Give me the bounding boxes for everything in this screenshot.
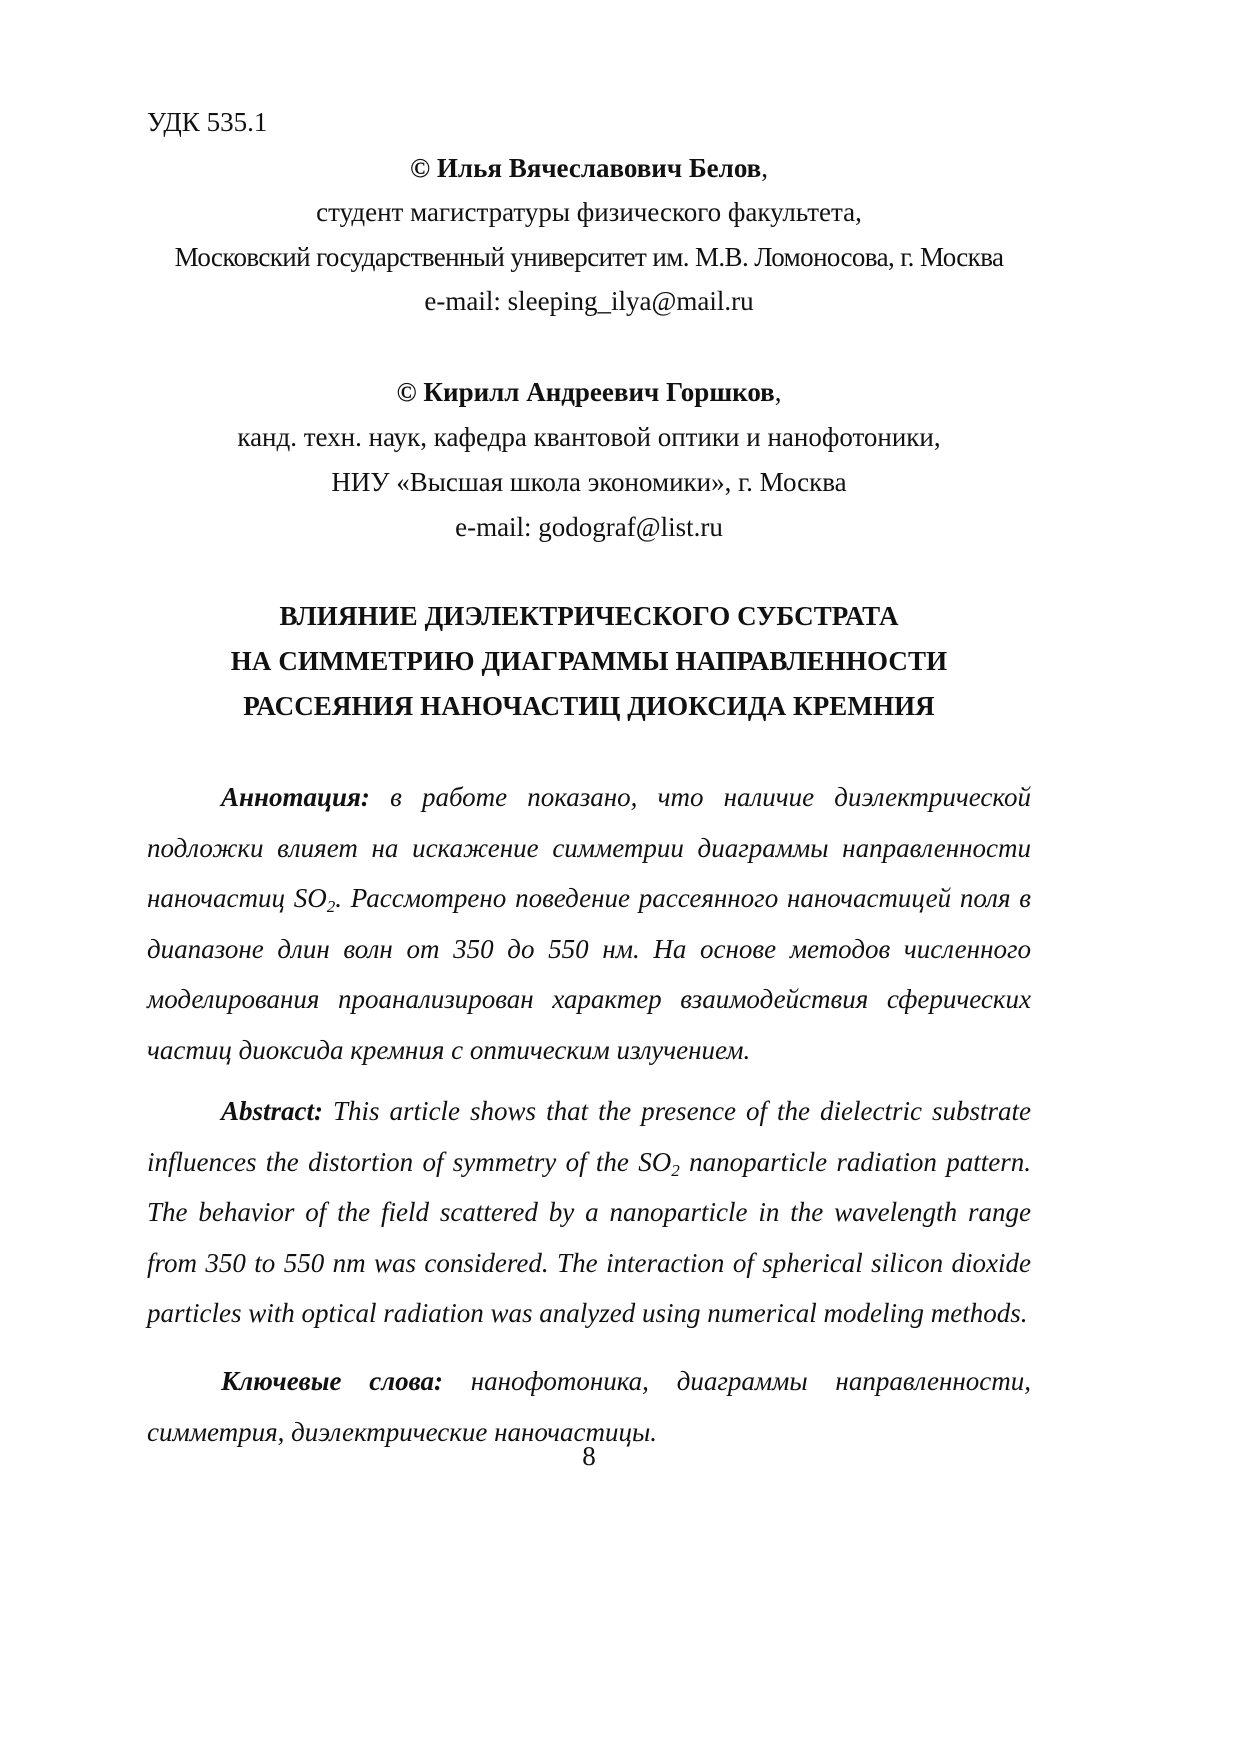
author-1-affiliation: Московский государственный университет им. М.В. Ломоносова, г. Москва [174, 242, 1004, 272]
article-title-line-3: РАССЕЯНИЯ НАНОЧАСТИЦ ДИОКСИДА КРЕМНИЯ [243, 691, 935, 721]
keywords-label: Ключевые слова: [221, 1366, 443, 1396]
abstract-paragraph [147, 1086, 1031, 1339]
author-1-name-line [147, 150, 1031, 186]
annotation-text-2: . Рассмотрено поведение рассеянного наночастицей поля в диапазоне длин волн от 350 до 550 нм. На основе методов численного моделирования проанализирован характер взаимодействия сферических частиц диоксида кремния с оптическим излучением. [147, 883, 1032, 1065]
author-1-comma: , [761, 153, 768, 183]
author-2-email: e-mail: godograf@list.ru [455, 512, 723, 542]
annotation-subscript: 2 [326, 897, 336, 916]
annotation-text-1: в работе показано, что наличие диэлектрической подложки влияет на искажение симметрии диаграммы направленности наночастиц SO [147, 782, 1031, 913]
author-2-affiliation: НИУ «Высшая школа экономики», г. Москва [331, 467, 847, 497]
abstract-text-1: This article shows that the presence of the dielectric substrate influences the distortion of symmetry of the SO [147, 1096, 1031, 1177]
author-2-name: © Кирилл Андреевич Горшков [396, 377, 775, 407]
abstract-subscript: 2 [671, 1160, 680, 1180]
author-2-comma: , [774, 377, 782, 407]
page-number: 8 [582, 1441, 596, 1471]
abstract-text-2: nanoparticle radiation pattern. The behavior of the field scattered by a nanoparticle in the wavelength range from 350 to 550 nm was considered. The interaction of spherical silicon dioxide particles with optical radiation was analyzed using numerical modeling methods. [147, 1146, 1031, 1328]
keywords-text: нанофотоника, диаграммы направленности, симметрия, диэлектрические наночастицы. [147, 1366, 1031, 1447]
article-title-line-2: НА СИММЕТРИЮ ДИАГРАММЫ НАПРАВЛЕННОСТИ [230, 646, 948, 676]
author-1-name: © Илья Вячеславович Белов [410, 153, 762, 183]
annotation-paragraph [147, 772, 1031, 1075]
abstract-label: Abstract: [221, 1096, 324, 1126]
udc-code: УДК 535.1 [147, 107, 268, 137]
author-2-name-line [147, 374, 1031, 410]
author-1-position: студент магистратуры физического факультета, [316, 197, 862, 227]
author-2-position: канд. техн. наук, кафедра квантовой оптики и нанофотоники, [237, 422, 941, 452]
annotation-label: Аннотация: [221, 782, 370, 812]
article-title-line-1: ВЛИЯНИЕ ДИЭЛЕКТРИЧЕСКОГО СУБСТРАТА [279, 601, 899, 631]
author-1-email: e-mail: sleeping_ilya@mail.ru [424, 286, 754, 316]
